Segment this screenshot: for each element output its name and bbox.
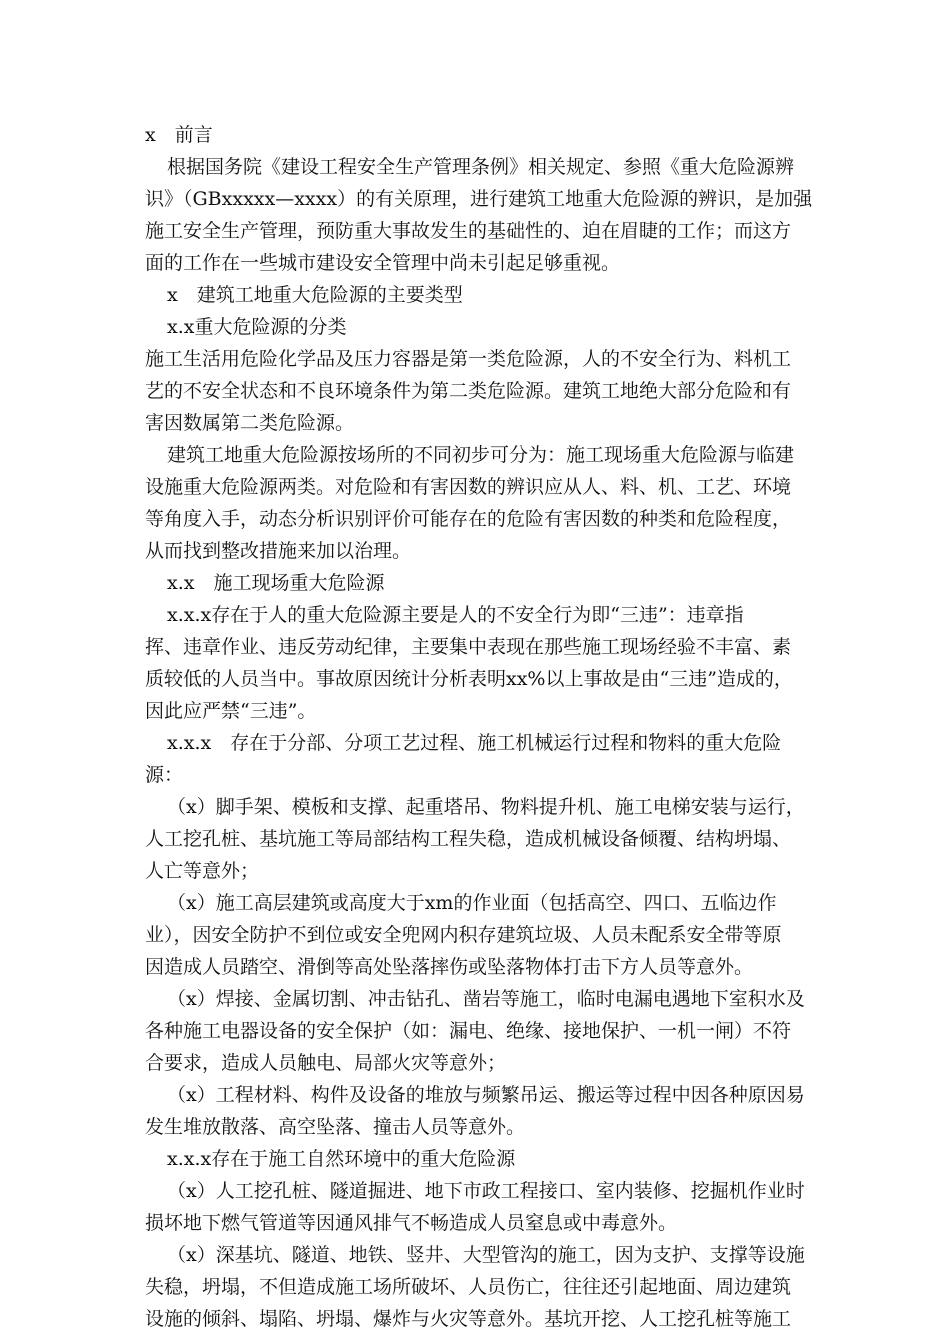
heading-subsection: x.x重大危险源的分类 [167, 316, 347, 338]
list-item-line: 损坏地下燃气管道等因通风排气不畅造成人员窒息或中毒意外。 [145, 1212, 678, 1234]
paragraph-line: 源： [145, 764, 184, 786]
paragraph-line: 面的工作在一些城市建设安全管理中尚未引起足够重视。 [145, 252, 621, 274]
paragraph-line: 建筑工地重大危险源按场所的不同初步可分为：施工现场重大危险源与临建 [167, 444, 795, 466]
list-item-line: （x）施工高层建筑或高度大于xm的作业面（包括高空、四口、五临边作 [167, 892, 777, 914]
list-item-line: 人亡等意外； [145, 860, 260, 882]
paragraph-line: 艺的不安全状态和不良环境条件为第二类危险源。建筑工地绝大部分危险和有 [145, 380, 792, 402]
paragraph-line: 质较低的人员当中。事故原因统计分析表明xx%以上事故是由“三违”造成的， [145, 668, 793, 690]
list-item-line: （x）工程材料、构件及设备的堆放与频繁吊运、搬运等过程中因各种原因易 [167, 1084, 805, 1106]
paragraph-line: 施工安全生产管理，预防重大事故发生的基础性的、迫在眉睫的工作；而这方 [145, 220, 792, 242]
paragraph-line: x.x.x存在于人的重大危险源主要是人的不安全行为即“三违”：违章指 [167, 604, 744, 626]
list-item-line: （x）深基坑、隧道、地铁、竖井、大型管沟的施工，因为支护、支撑等设施 [167, 1244, 805, 1266]
list-item-line: 发生堆放散落、高空坠落、撞击人员等意外。 [145, 1116, 526, 1138]
paragraph-line: 等角度入手，动态分析识别评价可能存在的危险有害因数的种类和危险程度， [145, 508, 792, 530]
paragraph-line: 害因数属第二类危险源。 [145, 412, 355, 434]
list-item-line: （x）人工挖孔桩、隧道掘进、地下市政工程接口、室内装修、挖掘机作业时 [167, 1180, 805, 1202]
paragraph-line: 根据国务院《建设工程安全生产管理条例》相关规定、参照《重大危险源辨 [167, 156, 795, 178]
paragraph-line: 识》（GBxxxxx—xxxx）的有关原理，进行建筑工地重大危险源的辨识，是加强 [145, 188, 813, 210]
paragraph-line: 挥、违章作业、违反劳动纪律，主要集中表现在那些施工现场经验不丰富、素 [145, 636, 792, 658]
list-item-line: 各种施工电器设备的安全保护（如：漏电、绝缘、接地保护、一机一闸）不符 [145, 1020, 792, 1042]
list-item-line: （x）脚手架、模板和支撑、起重塔吊、物料提升机、施工电梯安装与运行， [167, 796, 805, 818]
list-item-line: 因造成人员踏空、滑倒等高处坠落摔伤或坠落物体打击下方人员等意外。 [145, 956, 754, 978]
list-item-line: 人工挖孔桩、基坑施工等局部结构工程失稳，造成机械设备倾覆、结构坍塌、 [145, 828, 792, 850]
list-item-line: （x）焊接、金属切割、冲击钻孔、凿岩等施工，临时电漏电遇地下室积水及 [167, 988, 805, 1010]
list-item-line: 设施的倾斜、塌陷、坍塌、爆炸与火灾等意外。基坑开挖、人工挖孔桩等施工 [145, 1308, 792, 1330]
paragraph-line: 从而找到整改措施来加以治理。 [145, 540, 412, 562]
paragraph-line: 设施重大危险源两类。对危险和有害因数的辨识应从人、料、机、工艺、环境 [145, 476, 792, 498]
heading-preface: x 前言 [145, 124, 213, 146]
list-item-line: 合要求，造成人员触电、局部火灾等意外； [145, 1052, 507, 1074]
list-item-line: 失稳，坍塌，不但造成施工场所破坏、人员伤亡，往往还引起地面、周边建筑 [145, 1276, 792, 1298]
paragraph-line: x.x.x 存在于分部、分项工艺过程、施工机械运行过程和物料的重大危险 [167, 732, 782, 754]
heading-subsection: x.x 施工现场重大危险源 [167, 572, 385, 594]
heading-subsection: x.x.x存在于施工自然环境中的重大危险源 [167, 1148, 516, 1170]
list-item-line: 业），因安全防护不到位或安全兜网内积存建筑垃圾、人员未配系安全带等原 [145, 924, 782, 946]
paragraph-line: 施工生活用危险化学品及压力容器是第一类危险源，人的不安全行为、料机工 [145, 348, 792, 370]
heading-section: x 建筑工地重大危险源的主要类型 [167, 284, 463, 306]
paragraph-line: 因此应严禁“三违”。 [145, 700, 317, 722]
